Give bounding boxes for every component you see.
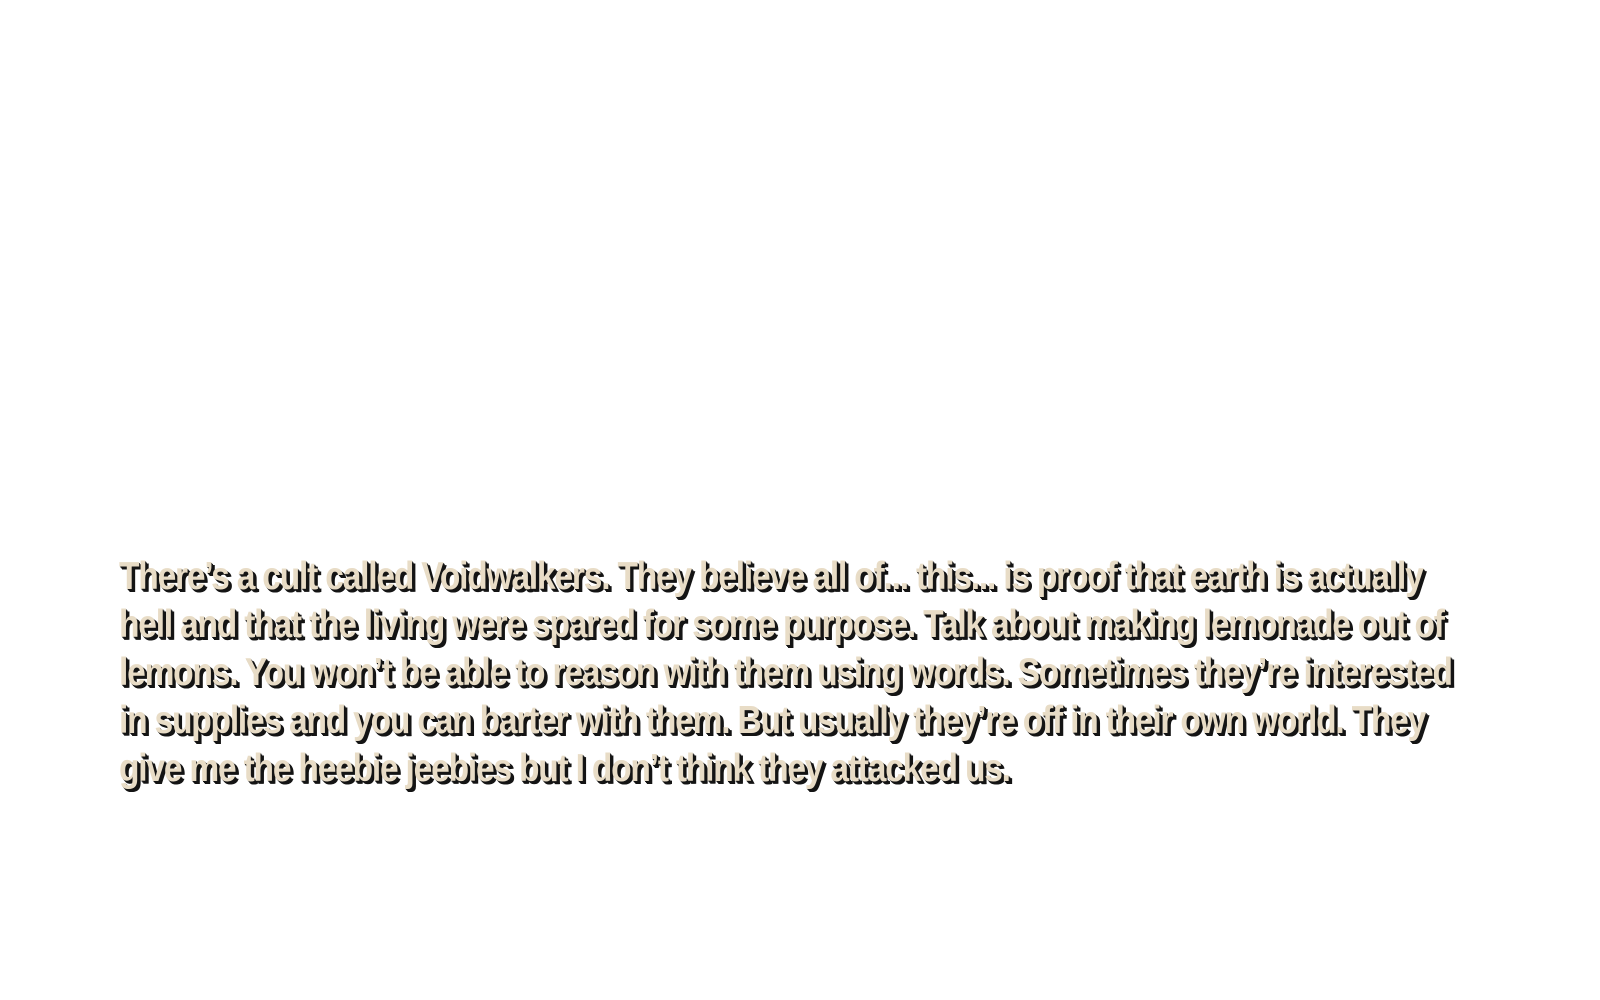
dialogue-box[interactable] — [119, 553, 1479, 793]
dialogue-text: There’s a cult called Voidwalkers. They believe all of... this... is proof that earth is actually hell and that the living were spared for some purpose. Talk about making lemonade out of lemons. You won’t be able to reason with them using words. Sometimes they’re interested in supplies and you can barter with them. But usually they’re off in their own world. They give me the heebie jeebies but I don’t think they attacked us. — [119, 555, 1452, 790]
